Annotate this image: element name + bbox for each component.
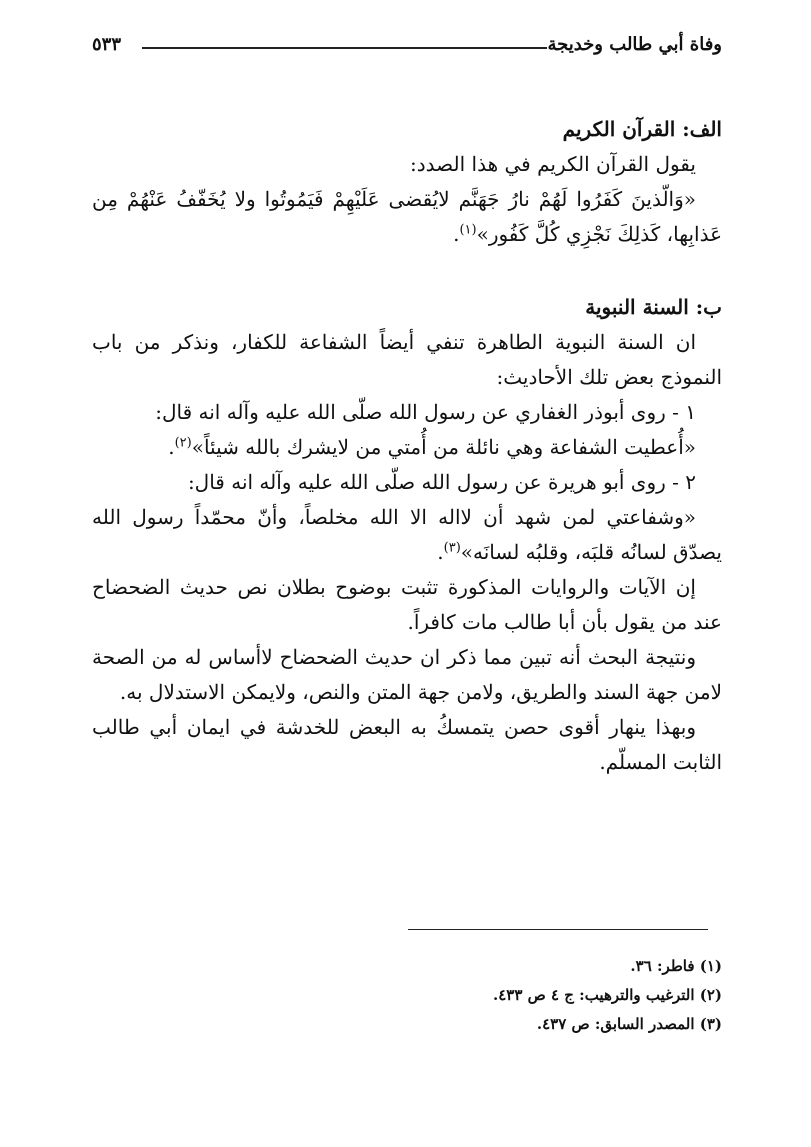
page-body xyxy=(92,112,722,780)
footnote-ref-2: (٢) xyxy=(174,435,192,451)
footnote-ref-1: (١) xyxy=(459,222,477,238)
hadith-1: «أُعطيت الشفاعة وهي نائلة من أُمتي من لايشرك بالله شيئاً»$^{(٢)}$. xyxy=(168,435,696,459)
conclusion-paragraph-3: وبهذا ينهار أقوى حصن يتمسكُ به البعض للخدشة في ايمان أبي طالب الثابت المسلّم. xyxy=(92,715,722,774)
footnote-3: (٣) المصدر السابق: ص ٤٣٧. xyxy=(536,1015,722,1033)
conclusion-paragraph-2: ونتيجة البحث أنه تبين مما ذكر ان حديث الضحضاح لاأساس له من الصحة لامن جهة السند والطريق، ولامن جهة المتن والنص، ولايمكن الاستدلال به. xyxy=(92,645,722,704)
hadith-2-text: «وشفاعتي لمن شهد أن لااله الا الله مخلصاً، وأنّ محمّداً رسول الله يصدّق لسانُه قلبَه، وقلبُه لسانَه» xyxy=(92,505,722,564)
hadith-2-intro: ٢ - روى أبو هريرة عن رسول الله صلّى الله عليه وآله انه قال: xyxy=(187,470,696,494)
footnote-rule xyxy=(408,929,708,930)
footnote-2: (٢) الترغيب والترهيب: ج ٤ ص ٤٣٣. xyxy=(492,986,722,1004)
hadith-1-text: «أُعطيت الشفاعة وهي نائلة من أُمتي من لايشرك بالله شيئاً» xyxy=(191,435,696,459)
quran-verse-text: «وَالّذينَ كَفَرُوا لَهُمْ نارُ جَهَنَّم لايُقضى عَلَيْهِمْ فَيَمُوتُوا ولا يُخَفّفُ عَنْهُمْ مِن عَذابِها، كَذلِكَ نَجْزِي كُلَّ كَفُور» xyxy=(92,187,722,246)
section-b-intro: ان السنة النبوية الطاهرة تنفي أيضاً الشفاعة للكفار، ونذكر من باب النموذج بعض تلك الأحاديث: xyxy=(92,330,722,389)
section-spacer xyxy=(92,252,722,290)
section-a-heading: الف: القرآن الكريم xyxy=(562,117,722,141)
section-b-heading: ب: السنة النبوية xyxy=(585,295,722,319)
page-number: ٥٣٣ xyxy=(92,34,122,55)
footnotes xyxy=(92,952,722,1039)
hadith-2: «وشفاعتي لمن شهد أن لااله الا الله مخلصاً، وأنّ محمّداً رسول الله يصدّق لسانُه قلبَه، وقلبُه لسانَه»$^{(٣)}$. xyxy=(92,505,722,564)
section-a-intro: يقول القرآن الكريم في هذا الصدد: xyxy=(410,152,696,176)
header-rule xyxy=(142,47,547,49)
running-header xyxy=(92,30,722,60)
footnote-1: (١) فاطر: ٣٦. xyxy=(630,957,722,975)
footnote-ref-3: (٣) xyxy=(443,540,461,556)
running-title: وفاة أبي طالب وخديجة xyxy=(547,34,722,55)
hadith-1-intro: ١ - روى أبوذر الغفاري عن رسول الله صلّى الله عليه وآله انه قال: xyxy=(155,400,696,424)
quran-verse: «وَالّذينَ كَفَرُوا لَهُمْ نارُ جَهَنَّم لايُقضى عَلَيْهِمْ فَيَمُوتُوا ولا يُخَفّفُ عَنْهُمْ مِن عَذابِها، كَذلِكَ نَجْزِي كُلَّ كَفُور»$^{(١)}$. xyxy=(92,187,722,246)
conclusion-paragraph-1: إن الآيات والروايات المذكورة تثبت بوضوح بطلان نص حديث الضحضاح عند من يقول بأن أبا طالب مات كافراً. xyxy=(92,575,722,634)
